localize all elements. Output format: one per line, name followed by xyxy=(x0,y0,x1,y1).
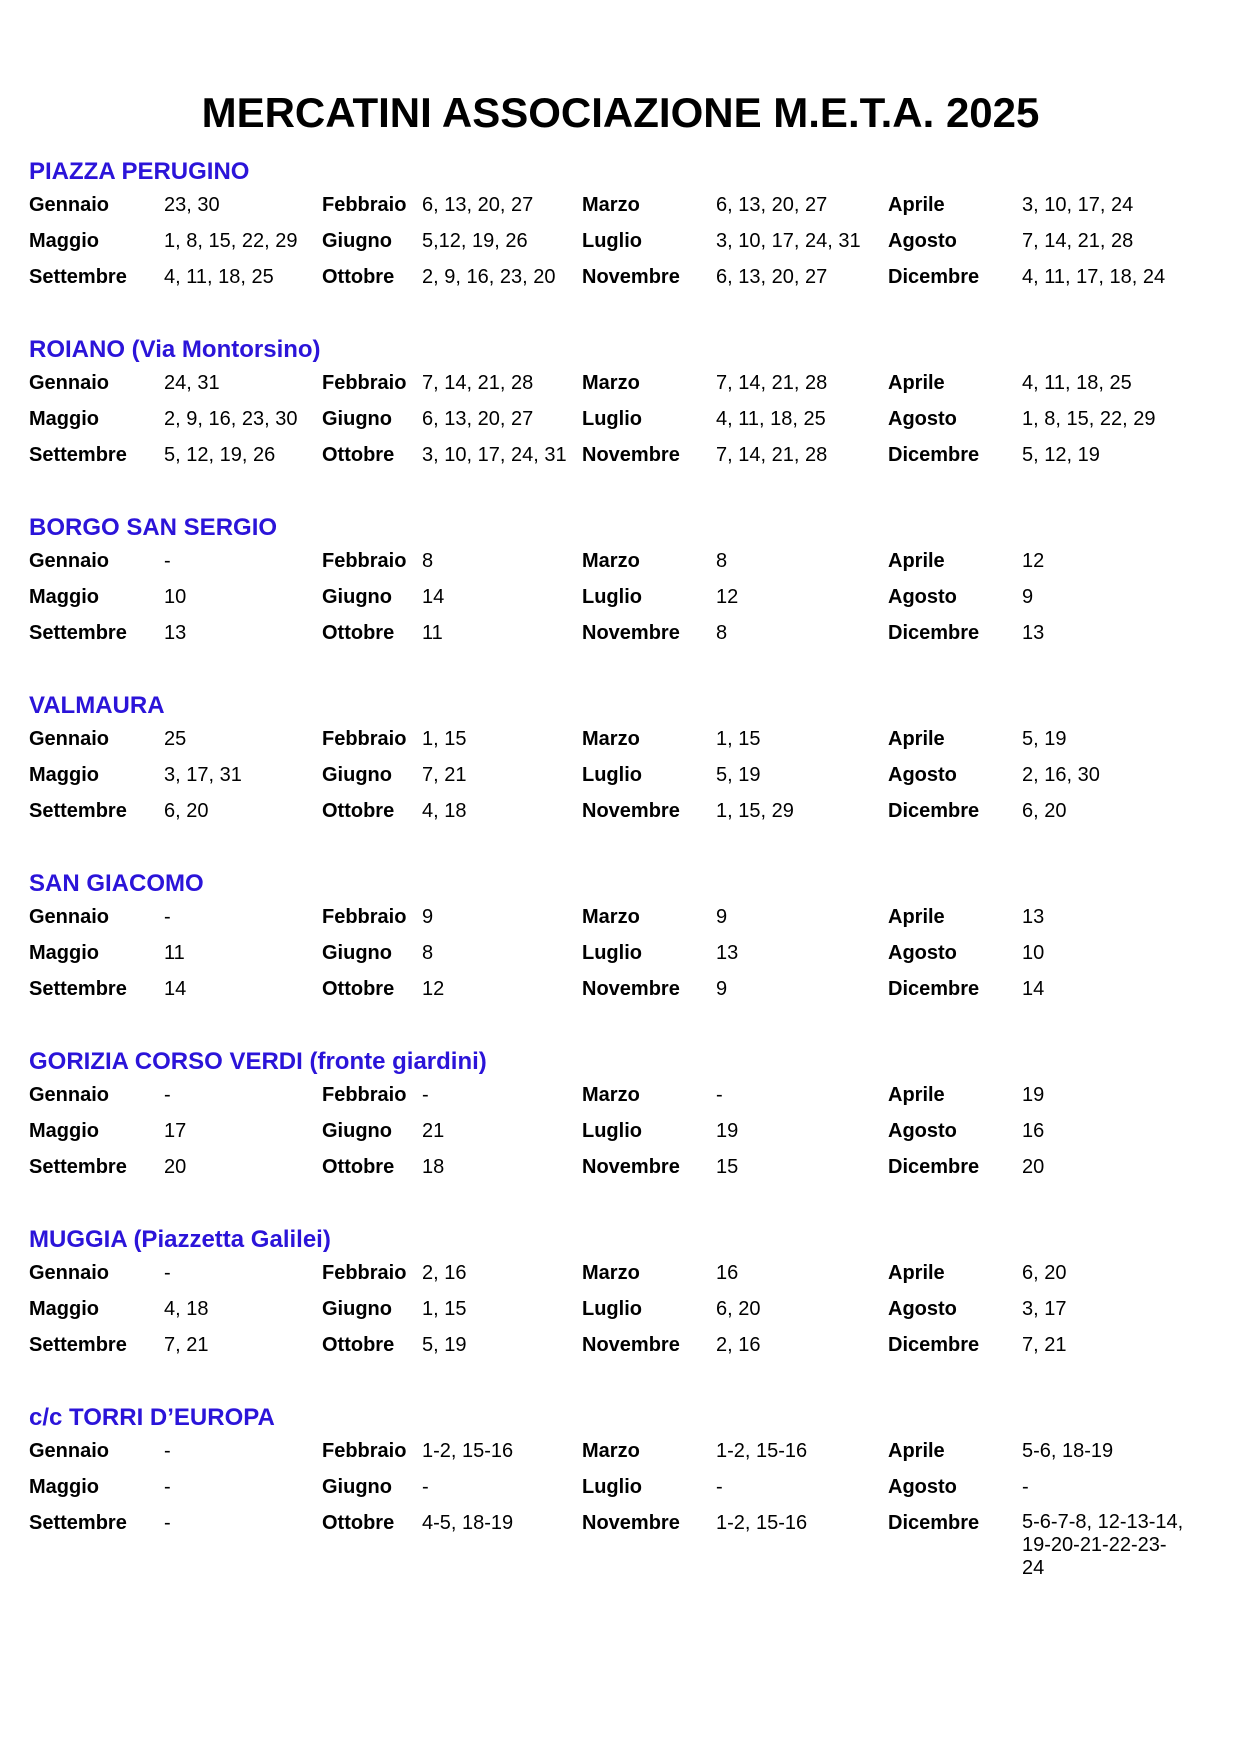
month-name: Luglio xyxy=(582,1476,642,1498)
month-name: Febbraio xyxy=(322,1440,407,1462)
month-name: Marzo xyxy=(582,550,640,572)
market-days: 4, 11, 18, 25 xyxy=(1022,372,1132,394)
market-days: 6, 20 xyxy=(1022,1262,1067,1284)
market-days: - xyxy=(716,1084,723,1106)
market-section xyxy=(29,157,1219,301)
market-days: - xyxy=(164,1262,171,1284)
market-days: 1, 15 xyxy=(422,1298,467,1320)
month-name: Marzo xyxy=(582,1084,640,1106)
month-row xyxy=(29,265,1219,301)
month-name: Giugno xyxy=(322,1120,392,1142)
market-days: 7, 21 xyxy=(1022,1334,1067,1356)
market-days: 3, 17, 31 xyxy=(164,764,242,786)
month-name: Novembre xyxy=(582,978,680,1000)
market-days: 6, 13, 20, 27 xyxy=(716,194,828,216)
market-days: 1-2, 15-16 xyxy=(422,1440,514,1462)
month-row xyxy=(29,229,1219,265)
month-name: Ottobre xyxy=(322,1512,395,1534)
market-days: 5, 19 xyxy=(1022,728,1067,750)
market-days: 5, 12, 19 xyxy=(1022,444,1100,466)
month-name: Settembre xyxy=(29,1334,127,1356)
month-name: Settembre xyxy=(29,800,127,822)
month-row xyxy=(29,1083,1219,1119)
month-name: Dicembre xyxy=(888,1156,980,1178)
month-name: Maggio xyxy=(29,1298,99,1320)
market-days: 1, 15 xyxy=(422,728,467,750)
month-name: Agosto xyxy=(888,1476,957,1498)
month-name: Giugno xyxy=(322,230,392,252)
month-name: Settembre xyxy=(29,266,127,288)
market-days: 1, 8, 15, 22, 29 xyxy=(1022,408,1156,430)
month-name: Novembre xyxy=(582,800,680,822)
section-title: MUGGIA (Piazzetta Galilei) xyxy=(29,1226,331,1253)
month-name: Aprile xyxy=(888,1440,945,1462)
month-name: Settembre xyxy=(29,444,127,466)
month-name: Dicembre xyxy=(888,444,980,466)
market-days: 7, 14, 21, 28 xyxy=(422,372,534,394)
market-days: 5, 12, 19, 26 xyxy=(164,444,276,466)
market-days: 20 xyxy=(164,1156,187,1178)
market-days: 1, 15, 29 xyxy=(716,800,794,822)
month-name: Novembre xyxy=(582,1156,680,1178)
month-name: Ottobre xyxy=(322,444,395,466)
month-name: Febbraio xyxy=(322,550,407,572)
month-name: Dicembre xyxy=(888,1334,980,1356)
month-name: Novembre xyxy=(582,622,680,644)
market-days: 1, 15 xyxy=(716,728,761,750)
month-name: Novembre xyxy=(582,444,680,466)
market-days: 2, 16 xyxy=(716,1334,761,1356)
market-days: 8 xyxy=(422,942,434,964)
month-name: Aprile xyxy=(888,728,945,750)
market-days: 21 xyxy=(422,1120,445,1142)
month-row xyxy=(29,549,1219,585)
market-days: 1, 8, 15, 22, 29 xyxy=(164,230,298,252)
month-row xyxy=(29,941,1219,977)
month-name: Maggio xyxy=(29,942,99,964)
market-days: - xyxy=(164,906,171,928)
market-days: - xyxy=(422,1476,429,1498)
market-days: - xyxy=(1022,1476,1029,1498)
month-name: Luglio xyxy=(582,1120,642,1142)
month-name: Marzo xyxy=(582,728,640,750)
market-days: 11 xyxy=(164,942,185,964)
month-row xyxy=(29,585,1219,621)
market-days: 11 xyxy=(422,622,443,644)
market-days: 7, 21 xyxy=(164,1334,209,1356)
market-days: 9 xyxy=(716,978,728,1000)
month-name: Luglio xyxy=(582,586,642,608)
market-days: - xyxy=(164,1440,171,1462)
month-name: Agosto xyxy=(888,1298,957,1320)
market-days: - xyxy=(422,1084,429,1106)
month-name: Maggio xyxy=(29,586,99,608)
month-name: Febbraio xyxy=(322,194,407,216)
section-title: VALMAURA xyxy=(29,692,165,719)
market-days: 14 xyxy=(1022,978,1045,1000)
month-name: Giugno xyxy=(322,1476,392,1498)
market-days: 20 xyxy=(1022,1156,1045,1178)
month-name: Agosto xyxy=(888,764,957,786)
market-days: 2, 9, 16, 23, 20 xyxy=(422,266,556,288)
month-name: Giugno xyxy=(322,586,392,608)
market-days: - xyxy=(164,550,171,572)
market-days: 4-5, 18-19 xyxy=(422,1512,514,1534)
month-name: Febbraio xyxy=(322,1262,407,1284)
month-name: Maggio xyxy=(29,1120,99,1142)
market-section xyxy=(29,513,1219,657)
month-row xyxy=(29,727,1219,763)
month-name: Dicembre xyxy=(888,800,980,822)
month-name: Marzo xyxy=(582,906,640,928)
month-row xyxy=(29,443,1219,479)
month-name: Ottobre xyxy=(322,978,395,1000)
market-days: 10 xyxy=(164,586,187,608)
market-days: 8 xyxy=(716,550,728,572)
market-days: 6, 13, 20, 27 xyxy=(716,266,828,288)
month-name: Febbraio xyxy=(322,1084,407,1106)
market-days: 12 xyxy=(716,586,739,608)
market-days: - xyxy=(164,1476,171,1498)
market-section xyxy=(29,1225,1219,1369)
month-name: Agosto xyxy=(888,408,957,430)
market-days: 3, 10, 17, 24 xyxy=(1022,194,1134,216)
month-name: Febbraio xyxy=(322,906,407,928)
month-name: Maggio xyxy=(29,230,99,252)
market-days: 2, 16 xyxy=(422,1262,467,1284)
month-name: Settembre xyxy=(29,1512,127,1534)
market-days: 8 xyxy=(716,622,728,644)
market-days: 4, 11, 18, 25 xyxy=(716,408,826,430)
month-row xyxy=(29,407,1219,443)
month-name: Maggio xyxy=(29,764,99,786)
month-row xyxy=(29,977,1219,1013)
month-name: Ottobre xyxy=(322,622,395,644)
month-name: Aprile xyxy=(888,550,945,572)
market-days: 14 xyxy=(422,586,445,608)
market-days: 24, 31 xyxy=(164,372,220,394)
month-name: Novembre xyxy=(582,1334,680,1356)
month-name: Novembre xyxy=(582,266,680,288)
month-name: Gennaio xyxy=(29,372,110,394)
market-days: 12 xyxy=(422,978,445,1000)
month-row xyxy=(29,1475,1219,1511)
market-days: - xyxy=(164,1084,171,1106)
market-section xyxy=(29,869,1219,1013)
section-title: SAN GIACOMO xyxy=(29,870,204,897)
month-name: Gennaio xyxy=(29,1084,110,1106)
market-days: 7, 14, 21, 28 xyxy=(1022,230,1134,252)
month-name: Giugno xyxy=(322,1298,392,1320)
market-days: 18 xyxy=(422,1156,445,1178)
market-days: 3, 10, 17, 24, 31 xyxy=(716,230,861,252)
month-name: Gennaio xyxy=(29,1440,110,1462)
section-title: ROIANO (Via Montorsino) xyxy=(29,336,321,363)
market-section xyxy=(29,335,1219,479)
market-days: 15 xyxy=(716,1156,739,1178)
month-row xyxy=(29,905,1219,941)
month-name: Novembre xyxy=(582,1512,680,1534)
market-days: 12 xyxy=(1022,550,1045,572)
market-days: 5, 19 xyxy=(422,1334,467,1356)
month-name: Dicembre xyxy=(888,622,980,644)
market-days: 1-2, 15-16 xyxy=(716,1512,808,1534)
market-days: 13 xyxy=(164,622,187,644)
month-name: Aprile xyxy=(888,1262,945,1284)
market-days: 3, 10, 17, 24, 31 xyxy=(422,444,567,466)
market-days: 5-6-7-8, 12-13-14, 19-20-21-22-23-24 xyxy=(1022,1511,1184,1579)
market-days: 5-6, 18-19 xyxy=(1022,1440,1114,1462)
market-days: - xyxy=(164,1512,171,1534)
market-days: 19 xyxy=(1022,1084,1045,1106)
market-days: 10 xyxy=(1022,942,1045,964)
market-days: 4, 11, 17, 18, 24 xyxy=(1022,266,1166,288)
month-row xyxy=(29,1261,1219,1297)
month-name: Maggio xyxy=(29,1476,99,1498)
month-name: Giugno xyxy=(322,764,392,786)
market-section xyxy=(29,1047,1219,1191)
month-name: Luglio xyxy=(582,230,642,252)
month-name: Agosto xyxy=(888,586,957,608)
month-name: Agosto xyxy=(888,230,957,252)
market-days: - xyxy=(716,1476,723,1498)
month-name: Gennaio xyxy=(29,550,110,572)
month-name: Gennaio xyxy=(29,194,110,216)
market-days: 9 xyxy=(1022,586,1034,608)
month-row xyxy=(29,1511,1219,1579)
month-name: Agosto xyxy=(888,942,957,964)
market-days: 13 xyxy=(716,942,739,964)
month-name: Luglio xyxy=(582,408,642,430)
month-row xyxy=(29,1297,1219,1333)
market-days: 2, 16, 30 xyxy=(1022,764,1100,786)
month-row xyxy=(29,621,1219,657)
market-days: 8 xyxy=(422,550,434,572)
market-days: 6, 13, 20, 27 xyxy=(422,194,534,216)
market-days: 6, 20 xyxy=(716,1298,761,1320)
month-name: Ottobre xyxy=(322,800,395,822)
month-name: Ottobre xyxy=(322,266,395,288)
month-name: Aprile xyxy=(888,906,945,928)
market-section xyxy=(29,691,1219,835)
month-name: Luglio xyxy=(582,942,642,964)
market-days: 4, 18 xyxy=(422,800,467,822)
section-title: PIAZZA PERUGINO xyxy=(29,158,250,185)
month-name: Aprile xyxy=(888,372,945,394)
section-title: BORGO SAN SERGIO xyxy=(29,514,278,541)
market-days: 9 xyxy=(716,906,728,928)
month-name: Giugno xyxy=(322,408,392,430)
market-days: 14 xyxy=(164,978,187,1000)
section-title: GORIZIA CORSO VERDI (fronte giardini) xyxy=(29,1048,487,1075)
section-title: c/c TORRI D’EUROPA xyxy=(29,1404,275,1431)
market-days: 7, 14, 21, 28 xyxy=(716,444,828,466)
market-days: 5,12, 19, 26 xyxy=(422,230,528,252)
month-name: Aprile xyxy=(888,194,945,216)
month-name: Marzo xyxy=(582,194,640,216)
market-days: 25 xyxy=(164,728,187,750)
month-name: Gennaio xyxy=(29,906,110,928)
month-name: Febbraio xyxy=(322,728,407,750)
month-row xyxy=(29,1333,1219,1369)
month-row xyxy=(29,799,1219,835)
month-name: Settembre xyxy=(29,978,127,1000)
month-name: Marzo xyxy=(582,372,640,394)
market-section xyxy=(29,1403,1219,1579)
month-name: Marzo xyxy=(582,1262,640,1284)
market-days: 6, 20 xyxy=(164,800,209,822)
month-name: Luglio xyxy=(582,1298,642,1320)
month-row xyxy=(29,763,1219,799)
market-days: 6, 20 xyxy=(1022,800,1067,822)
month-name: Aprile xyxy=(888,1084,945,1106)
month-name: Gennaio xyxy=(29,728,110,750)
month-name: Marzo xyxy=(582,1440,640,1462)
market-days: 16 xyxy=(1022,1120,1045,1142)
month-name: Agosto xyxy=(888,1120,957,1142)
month-name: Ottobre xyxy=(322,1334,395,1356)
market-days: 2, 9, 16, 23, 30 xyxy=(164,408,298,430)
month-name: Luglio xyxy=(582,764,642,786)
market-days: 1-2, 15-16 xyxy=(716,1440,808,1462)
market-days: 17 xyxy=(164,1120,187,1142)
market-days: 3, 17 xyxy=(1022,1298,1067,1320)
market-days: 4, 11, 18, 25 xyxy=(164,266,274,288)
month-row xyxy=(29,1439,1219,1475)
market-days: 7, 14, 21, 28 xyxy=(716,372,828,394)
market-days: 7, 21 xyxy=(422,764,467,786)
market-days: 19 xyxy=(716,1120,739,1142)
market-days: 5, 19 xyxy=(716,764,761,786)
month-name: Dicembre xyxy=(888,1512,980,1534)
market-days: 23, 30 xyxy=(164,194,220,216)
month-name: Febbraio xyxy=(322,372,407,394)
page-title: MERCATINI ASSOCIAZIONE M.E.T.A. 2025 xyxy=(201,89,1040,136)
month-name: Maggio xyxy=(29,408,99,430)
month-name: Gennaio xyxy=(29,1262,110,1284)
month-row xyxy=(29,371,1219,407)
market-days: 13 xyxy=(1022,622,1045,644)
market-days: 4, 18 xyxy=(164,1298,209,1320)
market-days: 16 xyxy=(716,1262,739,1284)
month-name: Settembre xyxy=(29,622,127,644)
month-name: Dicembre xyxy=(888,978,980,1000)
month-row xyxy=(29,193,1219,229)
month-row xyxy=(29,1119,1219,1155)
month-name: Ottobre xyxy=(322,1156,395,1178)
month-name: Dicembre xyxy=(888,266,980,288)
month-name: Settembre xyxy=(29,1156,127,1178)
market-days: 13 xyxy=(1022,906,1045,928)
market-days: 9 xyxy=(422,906,434,928)
month-name: Giugno xyxy=(322,942,392,964)
month-row xyxy=(29,1155,1219,1191)
market-days: 6, 13, 20, 27 xyxy=(422,408,534,430)
